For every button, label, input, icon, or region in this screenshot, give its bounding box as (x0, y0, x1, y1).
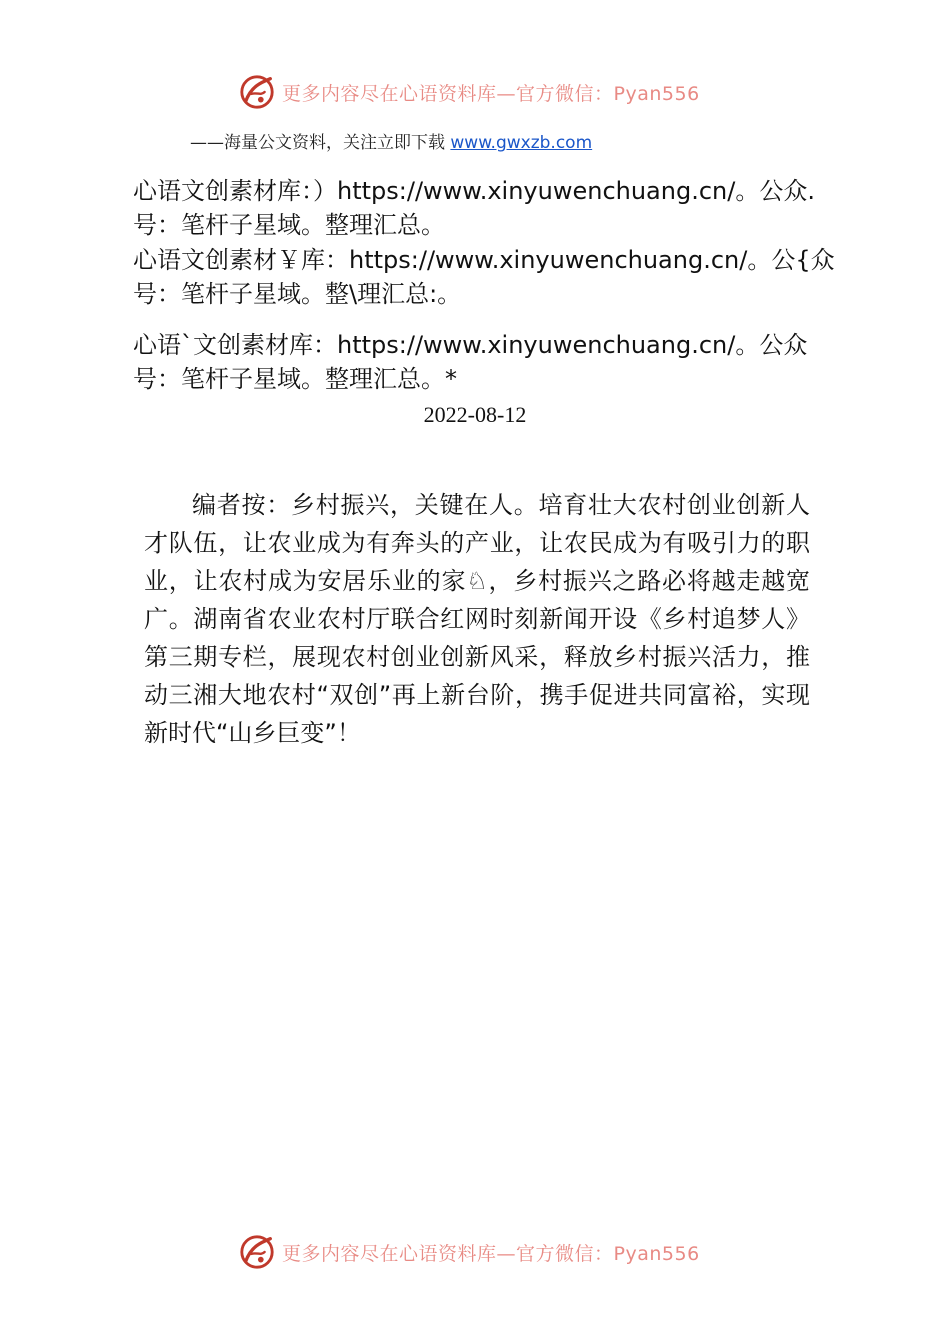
subline-text: ——海量公文资料，关注立即下载 (190, 133, 451, 153)
source-block-1: 心语文创素材库：）https://www.xinyuwenchuang.cn/。公众.号：笔杆子星域。整理汇总。 (133, 177, 815, 239)
footer-banner (238, 1232, 700, 1272)
banner-wechat-id: Pyan556 (613, 1242, 700, 1265)
subline-link[interactable]: www.gwxzb.com (450, 133, 593, 153)
subline (190, 128, 592, 153)
banner-main-text: 更多内容尽在心语资料库—官方微信： (282, 82, 614, 105)
brand-logo-icon (238, 73, 276, 111)
banner-wechat-id: Pyan556 (613, 82, 700, 105)
brand-logo-icon (238, 1233, 276, 1271)
editor-note-paragraph: 编者按：乡村振兴，关键在人。培育壮大农村创业创新人才队伍，让农业成为有奔头的产业，让农民成为有吸引力的职业，让农村成为安居乐业的家♘，乡村振兴之路必将越走越宽广。湖南省农业农村厅联合红网时刻新闻开设《乡村追梦人》第三期专栏，展现农村创业创新风采，释放乡村振兴活力，推动三湘大地农村“双创”再上新台阶，携手促进共同富裕，实现新时代“山乡巨变”！ (144, 491, 810, 747)
header-banner (238, 72, 700, 112)
banner-text (282, 79, 700, 106)
banner-text (282, 1239, 700, 1266)
source-block-2: 心语文创素材￥库：https://www.xinyuwenchuang.cn/。公{众号：笔杆子星域。整\理汇总:。 (133, 246, 835, 308)
banner-main-text: 更多内容尽在心语资料库—官方微信： (282, 1242, 614, 1265)
source-block-3: 心语`文创素材库：https://www.xinyuwenchuang.cn/。公众号：笔杆子星域。整理汇总。* (133, 331, 808, 393)
document-date: 2022-08-12 (423, 402, 527, 427)
